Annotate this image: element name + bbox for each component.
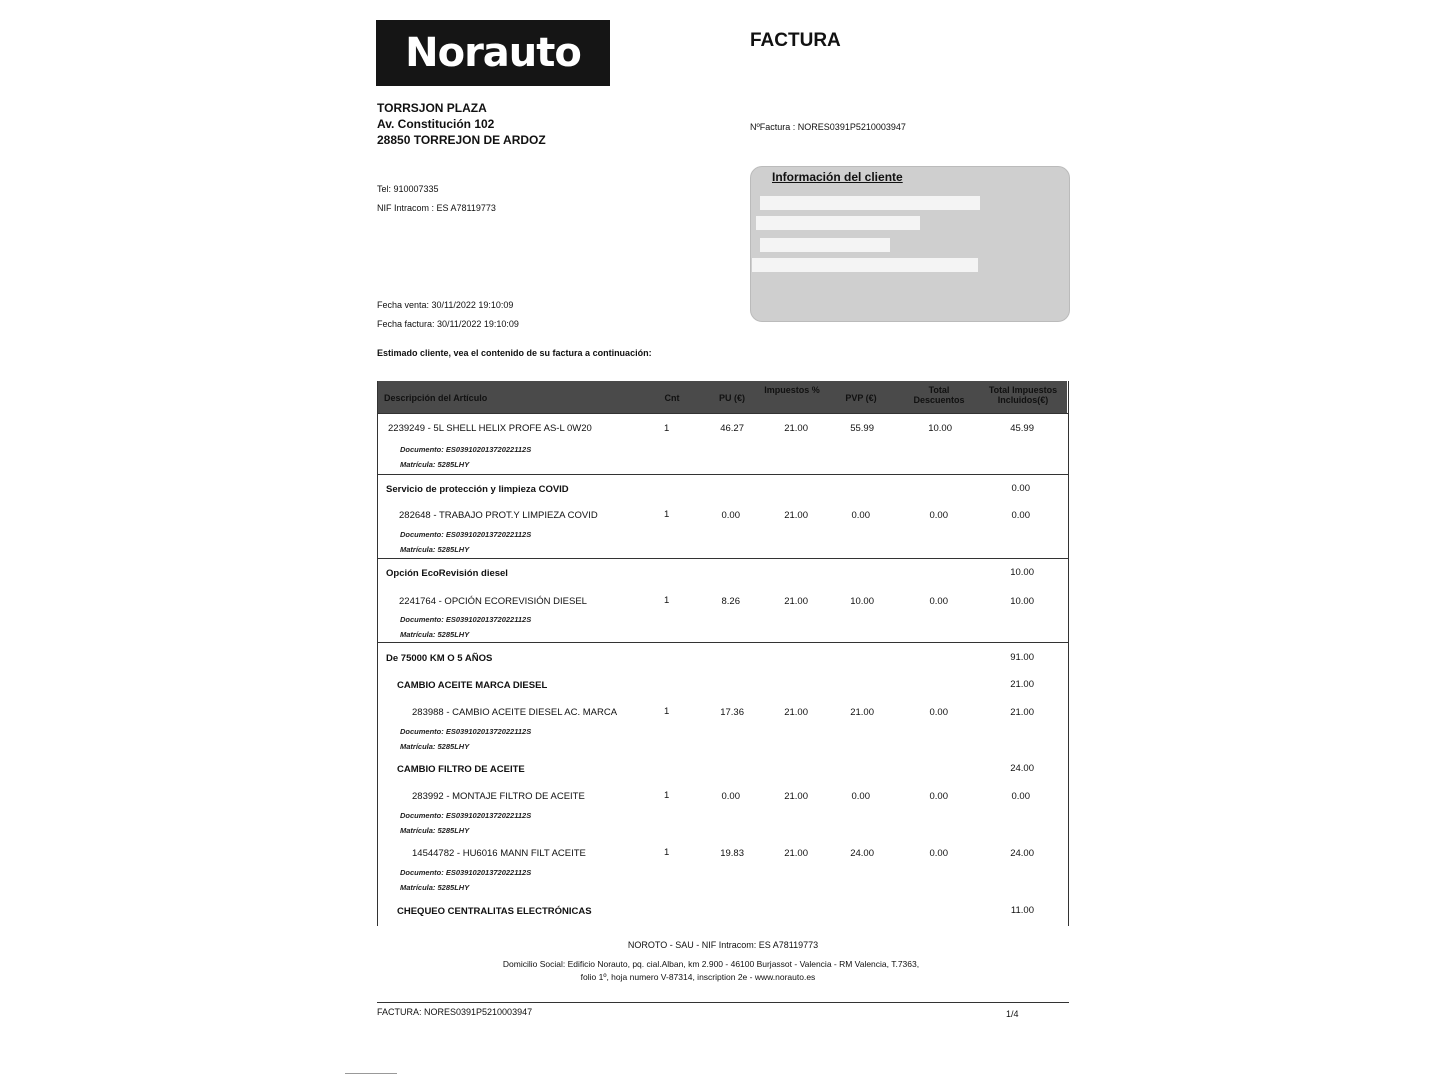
item-discount: 0.00: [929, 596, 948, 607]
col-qty: Cnt: [664, 393, 680, 403]
store-city: 28850 TORREJON DE ARDOZ: [377, 133, 546, 147]
invoice-title: FACTURA: [750, 30, 841, 51]
item-total: 45.99: [1010, 423, 1034, 434]
subgroup-label: CAMBIO FILTRO DE ACEITE: [397, 764, 525, 775]
group-total: 10.00: [1010, 567, 1034, 578]
item-unit-price: 8.26: [721, 596, 740, 607]
table-divider: [377, 474, 1068, 475]
item-unit-price: 0.00: [721, 510, 740, 521]
company-legal: NOROTO - SAU - NIF Intracom: ES A78119773: [627, 940, 819, 950]
item-unit-price: 17.36: [720, 707, 744, 718]
item-document: Documento: ES03910201372022112S: [400, 445, 532, 454]
group-label: De 75000 KM O 5 AÑOS: [386, 653, 493, 664]
item-total: 0.00: [1011, 791, 1030, 802]
item-total: 21.00: [1010, 707, 1034, 718]
table-divider: [377, 413, 1068, 414]
redaction-bar: [760, 238, 890, 252]
redaction-bar: [760, 196, 980, 210]
footer-invoice-ref: FACTURA: NORES0391P5210003947: [377, 1007, 533, 1017]
item-total: 0.00: [1011, 510, 1030, 521]
col-tax: Impuestos %: [764, 385, 820, 395]
store-address: [377, 100, 546, 148]
item-pvp: 10.00: [850, 596, 874, 607]
item-tax: 21.00: [784, 791, 808, 802]
store-phone: Tel: 910007335: [377, 184, 439, 194]
subgroup-total: 21.00: [1010, 679, 1034, 690]
sale-date: Fecha venta: 30/11/2022 19:10:09: [377, 300, 514, 310]
item-document: Documento: ES03910201372022112S: [400, 868, 532, 877]
invoice-number: NºFactura : NORES0391P5210003947: [750, 122, 906, 132]
group-total: 0.00: [1011, 483, 1030, 494]
invoice-date: Fecha factura: 30/11/2022 19:10:09: [377, 319, 519, 329]
item-plate: Matrícula: 5285LHY: [400, 742, 470, 751]
item-document: Documento: ES03910201372022112S: [400, 615, 532, 624]
item-discount: 0.00: [929, 791, 948, 802]
col-pvp: PVP (€): [845, 393, 877, 403]
company-address: Domicilio Social: Edificio Norauto, pq. cial.Alban, km 2.900 - 46100 Burjassot - Valencia - RM Valencia, T.7363,: [502, 959, 920, 969]
group-label: Servicio de protección y limpieza COVID: [386, 484, 569, 495]
item-plate: Matrícula: 5285LHY: [400, 630, 470, 639]
group-label: Opción EcoRevisión diesel: [386, 568, 508, 579]
item-unit-price: 19.83: [720, 848, 744, 859]
item-pvp: 0.00: [851, 791, 870, 802]
footer-divider: [377, 1002, 1069, 1003]
client-info-title: Información del cliente: [772, 170, 903, 184]
item-description: 283992 - MONTAJE FILTRO DE ACEITE: [412, 791, 585, 802]
item-total: 10.00: [1010, 596, 1034, 607]
item-qty: 1: [664, 847, 670, 858]
item-qty: 1: [664, 706, 670, 717]
item-description: 14544782 - HU6016 MANN FILT ACEITE: [412, 848, 586, 859]
item-description: 2241764 - OPCIÓN ECOREVISIÓN DIESEL: [399, 596, 587, 607]
item-description: 283988 - CAMBIO ACEITE DIESEL AC. MARCA: [412, 707, 618, 718]
item-plate: Matrícula: 5285LHY: [400, 883, 470, 892]
item-qty: 1: [664, 790, 670, 801]
page-number: 1/4: [1006, 1009, 1019, 1019]
item-discount: 0.00: [929, 848, 948, 859]
item-description: 282648 - TRABAJO PROT.Y LIMPIEZA COVID: [399, 510, 598, 521]
redaction-bar: [756, 216, 920, 230]
item-tax: 21.00: [784, 423, 808, 434]
col-unit-price: PU (€): [718, 393, 745, 403]
subgroup-total: 24.00: [1010, 763, 1034, 774]
item-unit-price: 46.27: [720, 423, 744, 434]
item-qty: 1: [664, 595, 670, 606]
store-street: Av. Constitución 102: [377, 117, 495, 131]
store-name: TORRSJON PLAZA: [377, 101, 487, 115]
item-document: Documento: ES03910201372022112S: [400, 811, 532, 820]
item-unit-price: 0.00: [721, 791, 740, 802]
subgroup-total: 11.00: [1010, 905, 1034, 916]
greeting-text: Estimado cliente, vea el contenido de su factura a continuación:: [377, 348, 652, 358]
subgroup-label: CHEQUEO CENTRALITAS ELECTRÓNICAS: [397, 906, 592, 917]
redaction-bar: [752, 258, 978, 272]
item-tax: 21.00: [784, 707, 808, 718]
table-divider: [377, 642, 1068, 643]
item-qty: 1: [664, 423, 670, 434]
subgroup-label: CAMBIO ACEITE MARCA DIESEL: [397, 680, 548, 691]
item-discount: 0.00: [929, 707, 948, 718]
col-total: Total Impuestos Incluidos(€): [988, 385, 1058, 405]
item-tax: 21.00: [784, 596, 808, 607]
table-divider: [377, 558, 1068, 559]
item-discount: 0.00: [929, 510, 948, 521]
col-discounts: Total Descuentos: [913, 385, 965, 405]
norauto-logo: Norauto: [376, 20, 610, 86]
scan-mark: [345, 1073, 397, 1074]
item-pvp: 0.00: [851, 510, 870, 521]
item-qty: 1: [664, 509, 670, 520]
item-tax: 21.00: [784, 848, 808, 859]
item-plate: Matrícula: 5285LHY: [400, 545, 470, 554]
item-plate: Matrícula: 5285LHY: [400, 826, 470, 835]
item-plate: Matrícula: 5285LHY: [400, 460, 470, 469]
item-pvp: 21.00: [850, 707, 874, 718]
store-nif: NIF Intracom : ES A78119773: [377, 203, 496, 213]
item-pvp: 55.99: [850, 423, 874, 434]
item-total: 24.00: [1010, 848, 1034, 859]
item-document: Documento: ES03910201372022112S: [400, 530, 532, 539]
company-registry: folio 1º, hoja numero V-87314, inscription 2e - www.norauto.es: [580, 972, 816, 982]
col-description: Descripción del Artículo: [384, 393, 488, 403]
item-pvp: 24.00: [850, 848, 874, 859]
item-description: 2239249 - 5L SHELL HELIX PROFE AS-L 0W20: [388, 423, 592, 434]
item-document: Documento: ES03910201372022112S: [400, 727, 532, 736]
item-discount: 10.00: [928, 423, 952, 434]
group-total: 91.00: [1010, 652, 1034, 663]
item-tax: 21.00: [784, 510, 808, 521]
